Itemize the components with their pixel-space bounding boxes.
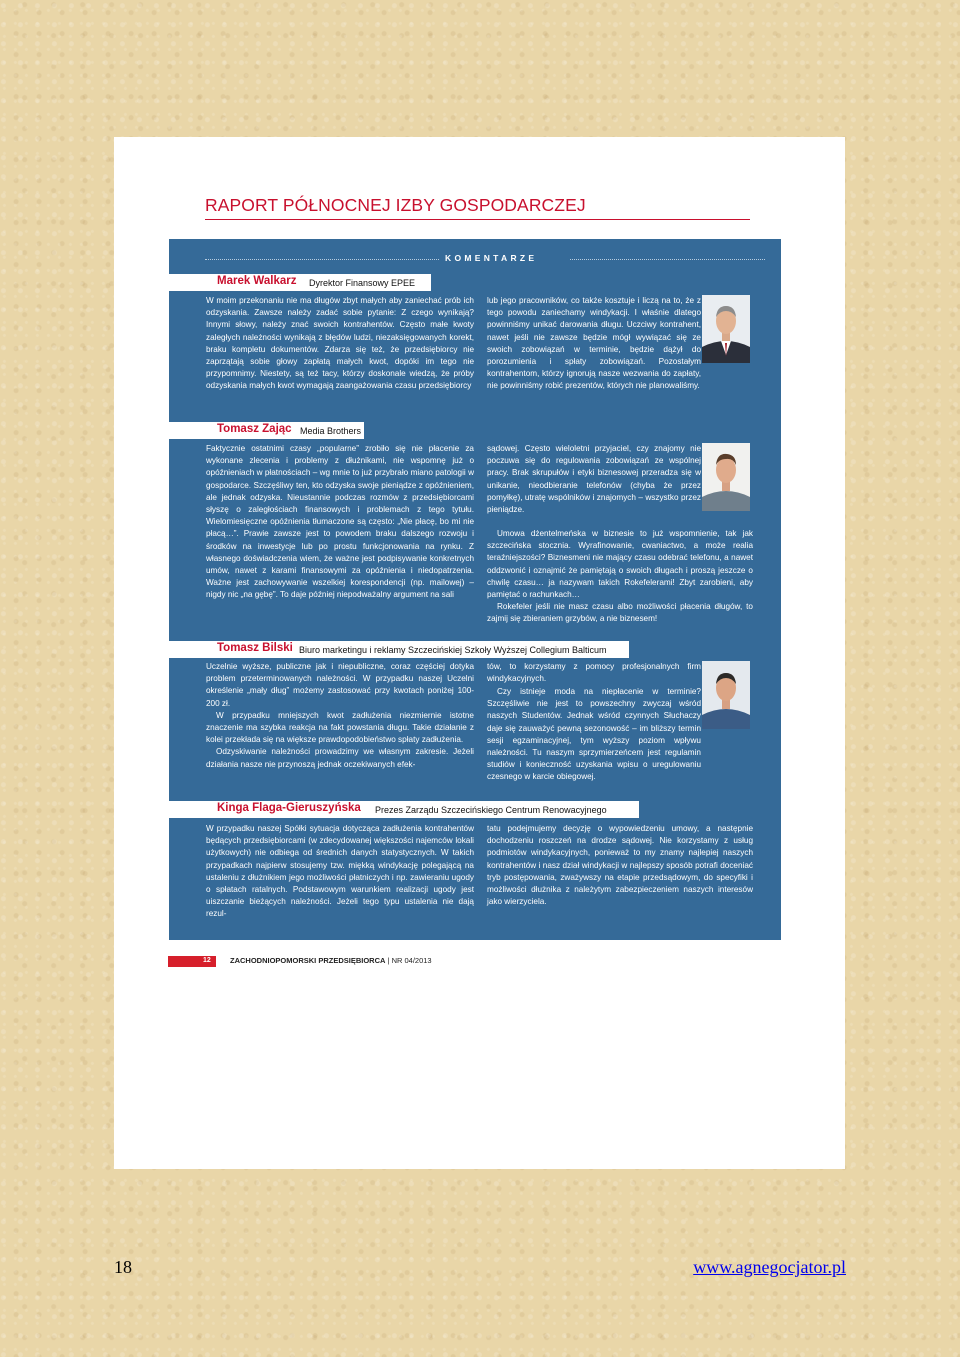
commenter-role: Biuro marketingu i reklamy Szczecińskiej Szkoły Wyższej Collegium Balticum [299,645,607,655]
dotted-rule-left [205,259,439,260]
comment-paragraph: Czy istnieje moda na niepłacenie w terminie? Szczęśliwie nie jest to powszechny zwyczaj wśród naszych Studentów. Jednak wśród czynnych Słuchaczy daje się zauważyć pewną sezonowość – im bliższy termin sesji egzaminacyjnej, tym wyższy poziom wpływu należności. Tu naszym sprzymierzeńcem jest regulamin studiów i konieczność uzyskania wpisu o uregulowaniu czesnego w karcie obiegowej. [487,687,701,782]
comment-paragraph: sądowej. Często wieloletni przyjaciel, czy znajomy nie poczuwa się do regulowania zobowiązań ze wspólnej pracy. Brak skrupułów i etyki biznesowej przeradza się w unikanie, nieodbieranie telefonów (chyba że przez pomyłkę), utratę wspólników i znajomych – wszystko przez pieniądze. [487,444,701,515]
comment-paragraph: Rokefeler jeśli nie masz czasu albo możliwości płacenia długów, to zajmij się zbieraniem grzybów, a nie biznesem! [487,602,753,624]
section-label: KOMENTARZE [445,253,538,263]
magazine-footer [230,956,432,965]
portrait-man-suit-icon [702,295,750,363]
comment-right-column [487,443,701,516]
comment-paragraph: W przypadku naszej Spółki sytuacja dotycząca zadłużenia kontrahentów będących przedsiębiorcami (w zdecydowanej większości najemców lokali użytkowych) nie odbiega od średnich danych statystycznych. W takich przypadkach najpierw stosujemy tzw. miękką windykację polegającą na ustaleniu z dłużnikiem jego możliwości płatniczych i np. zawieraniu ugody o spłatach ratalnych. Podstawowym warunkiem realizacji ugody jest uiszczanie bieżących należności. Jeżeli tego typu ustalenia nie dają rezul- [206,824,474,919]
commenter-name: Kinga Flaga-Gieruszyńska [217,802,361,814]
comment-paragraph: Faktycznie ostatnimi czasy „popularne” zrobiło się nie płacenie za wykonane zlecenia i problemy z dłużnikami, nie wspomnę już o opóźnieniach w płatnościach – wg mnie to już przybrało miano patologii w gospodarce. Szczęśliwy ten, kto odzyska swoje pieniądze z opóźnieniem, ale jednak odzyska. Nieustannie podczas rozmów z przedsiębiorcami słyszę o zaległościach finansowych i problemach z tego tytułu. Wielomiesięczne opóźnienia tłumaczone są często: „Nie płacę, bo mi nie płacą…”. Prawie zawsze jest to powodem braku dalszego rozwoju i środków na inwestycje lub po prostu funkcjonowania na rynku. Z własnego doświadczenia wiem, że ważne jest podpisywanie konkretnych umów, nawet z karami finansowymi za opóźnienia i niedopatrzenia. Ważne jest zachowywanie wszelkiej korespondencji (np. mailowej) – nigdy nic „na gębę”. To daje później niepodważalny argument na sali [206,444,474,600]
comment-paragraph: tów, to korzystamy z pomocy profesjonalnych firm windykacyjnych. [487,662,701,684]
magazine-name: ZACHODNIOPOMORSKI PRZEDSIĘBIORCA [230,956,386,965]
commenter-photo [702,661,750,729]
footer-separator: | [387,956,390,965]
comment-paragraph: W moim przekonaniu nie ma długów zbyt małych aby zaniechać prób ich odzyskania. Zawsze należy zadać sobie pytanie: Z czego wynikają? Innymi słowy, należy znać swoich kontrahentów. Często małe kwoty zaległych należności wynikają z błędów ludzi, niezaksięgowanych korekt, braku kompletu dokumentów. Zdarza się też, że przedsiębiorcy nie zaprzątają sobie głowy zapłatą małych kwot, dopóki im tego nie przypomnimy. Niestety, są też tacy, którzy doskonale wiedzą, że próby odzyskania małych kwot wymagają zaangażowania czasu przedsiębiorcy [206,296,474,391]
comment-left-column [206,443,474,602]
comment-right-column-continued [487,528,753,626]
magazine-page [114,137,845,1169]
comment-paragraph: W przypadku mniejszych kwot zadłużenia niezmiernie istotne znaczenie ma szybka reakcja na fakt powstania długu. Takie działanie z kolei przekłada się na większe prawdopodobieństwo spłaty zadłużenia. [206,710,474,745]
commenter-role: Media Brothers [300,426,362,436]
comment-left-column [206,661,474,771]
portrait-young-man-icon [702,443,750,511]
website-link[interactable]: www.agnegocjator.pl [693,1257,846,1277]
comment-paragraph: lub jego pracowników, co także kosztuje i liczą na to, że z tego powodu zaniechamy windykacji. I właśnie dlatego powinniśmy unikać darowania długu. Uczciwy kontrahent, nawet jeśli nie zawsze będzie mógł wywiązać się ze swoich zobowiązań w terminie, będzie dążył do porozumienia i spłaty zobowiązań. Pozostałym kontrahentom, którzy ignorują nasze wezwania do zapłaty, nie powinniśmy robić prezentów, których nie planowaliśmy. [487,296,701,391]
commenter-name: Marek Walkarz [217,275,297,287]
commenter-name: Tomasz Bilski [217,642,293,654]
dotted-rule-right [570,259,765,260]
title-rule [205,219,750,220]
comment-left-column [206,295,474,393]
comment-paragraph: Odzyskiwanie należności prowadzimy we własnym zakresie. Jeżeli działania nasze nie przynoszą jednak oczekiwanych efek- [206,747,474,769]
section-header [205,253,765,265]
commenter-name-bar [169,641,629,658]
commenter-photo [702,443,750,511]
commenter-name: Tomasz Zając [217,423,292,435]
comment-paragraph: tatu podejmujemy decyzję o wypowiedzeniu umowy, a następnie dochodzeniu roszczeń na drodze sądowej. Nie korzystamy z usług podmiotów windykacyjnych, ponieważ to my znamy najlepiej naszych kontrahentów i nasz dział windykacji w najlepszy sposób potrafi doceniać tryb postępowania, zważywszy na etapie przedsądowym, do specyfiki i możliwości dłużnika z należytym zabezpieczeniem naszych interesów jako wierzyciela. [487,824,753,907]
page-number: 18 [114,1257,132,1277]
comment-right-column [487,661,701,685]
commenter-name-bar [169,422,364,439]
portrait-man-shirt-icon [702,661,750,729]
commenter-role: Dyrektor Finansowy EPEE [309,278,416,288]
commenter-name-bar [169,801,639,818]
commenter-photo [702,295,750,363]
magazine-issue: NR 04/2013 [391,956,432,965]
comments-panel [169,239,781,940]
comment-paragraph: Uczelnie wyższe, publiczne jak i niepubliczne, coraz częściej dotyka problem przeterminowanych należności. W przypadku naszej Uczelni określenie „mały dług” możemy zastosować przy kwotach poniżej 100-200 zł. [206,662,474,708]
comment-paragraph: Umowa dżentelmeńska w biznesie to już wspomnienie, tak jak szczecińska stocznia. Wyrafinowanie, cwaniactwo, a może realia teraźniejszości? Biznesmeni nie mający czasu odebrać telefonu, a nawet oddzwonić i oznajmić że pamiętają o swoich długach i proszą jeszcze o chwilę czasu… ja nazywam takich Rokefelerami! Zbyt zarobieni, aby pamiętać o rachunkach… [487,529,753,600]
comment-left-column [206,823,474,921]
commenter-role: Prezes Zarządu Szczecińskiego Centrum Renowacyjnego [375,805,607,815]
comment-right-column [487,823,753,908]
magazine-page-number: 12 [203,957,211,964]
commenter-name-bar [169,274,431,291]
report-title: RAPORT PÓŁNOCNEJ IZBY GOSPODARCZEJ [205,195,586,215]
comment-right-column [487,295,701,393]
